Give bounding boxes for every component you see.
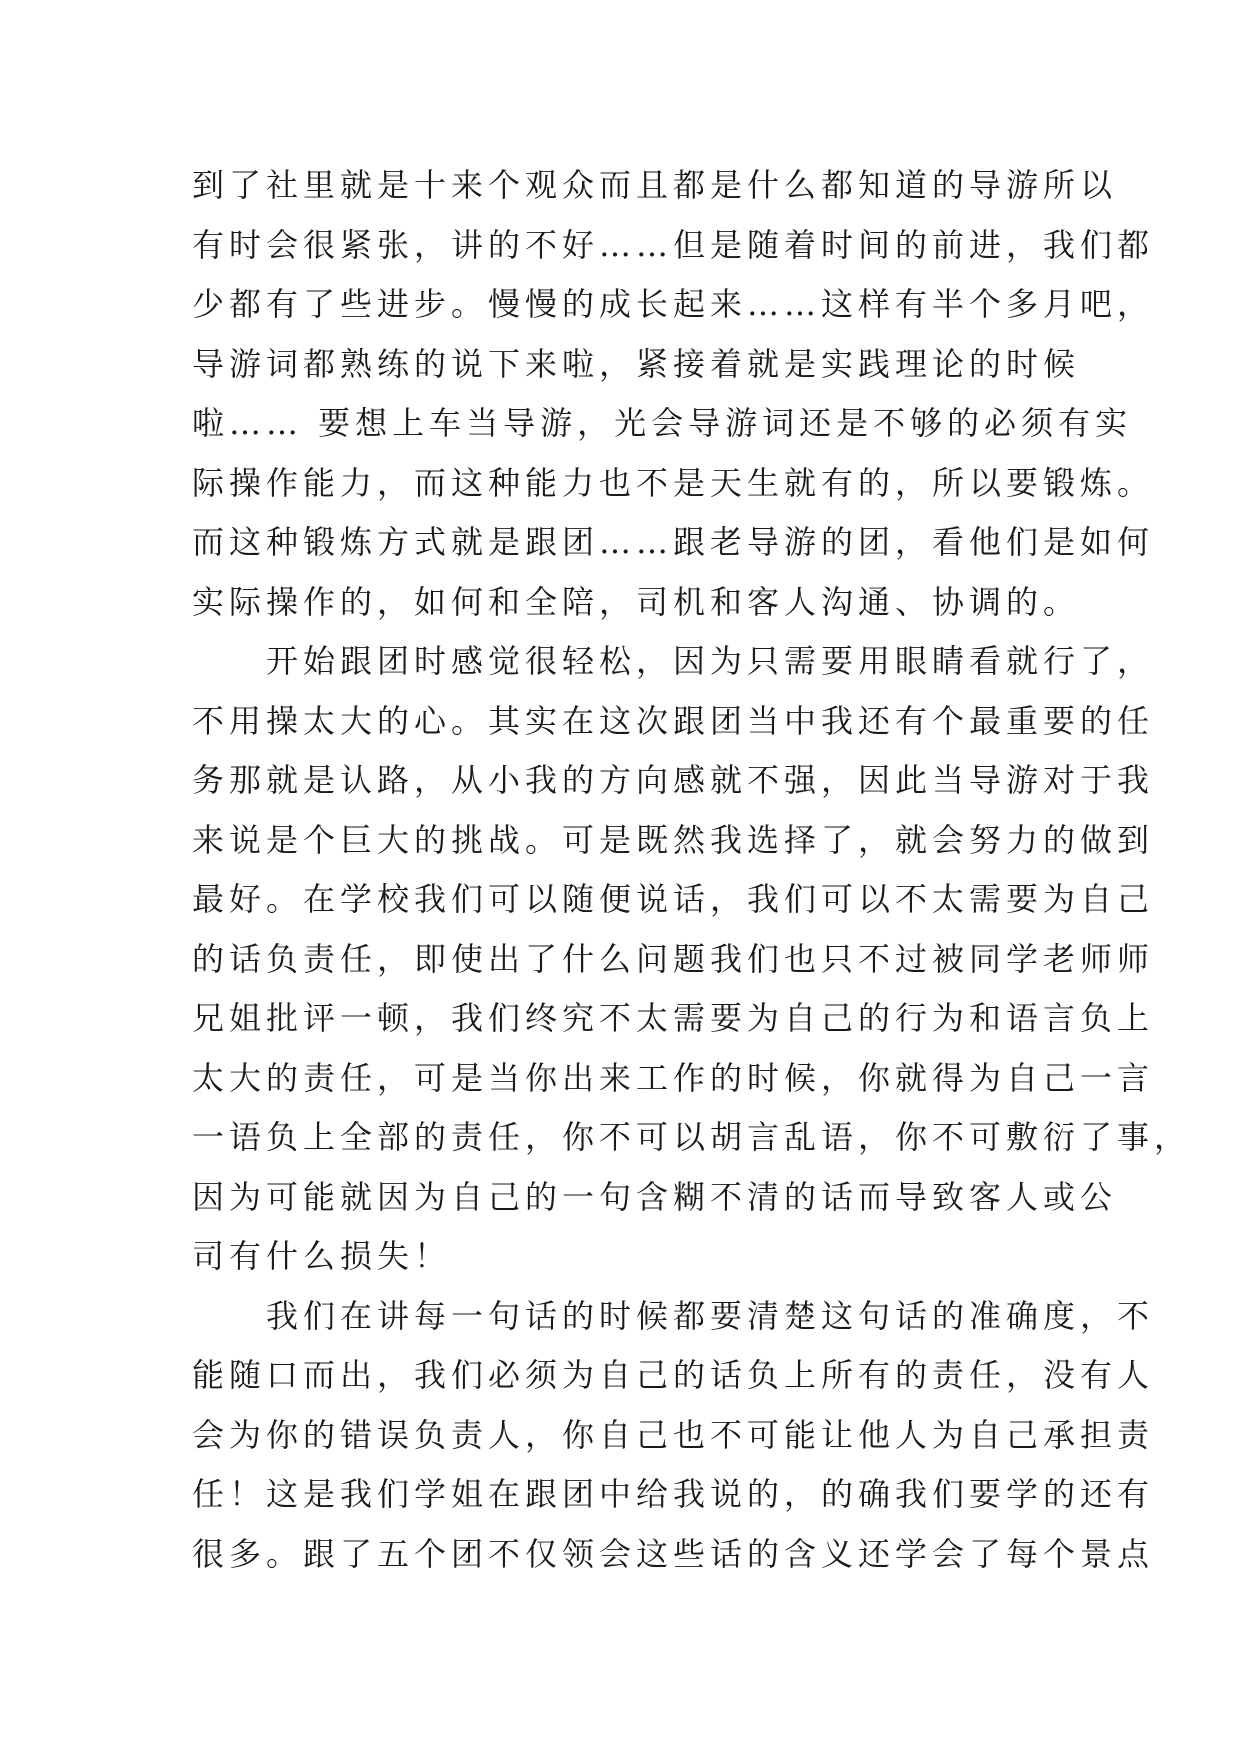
text-line: 一语负上全部的责任，你不可以胡言乱语，你不可敷衍了事， [192,1118,1192,1156]
text-line: 导游词都熟练的说下来啦，紧接着就是实践理论的时候 [192,344,1081,383]
text-line: 会为你的错误负责人，你自己也不可能让他人为自己承担责 [192,1415,1155,1454]
text-line: 而这种锻炼方式就是跟团……跟老导游的团，看他们是如何 [192,523,1155,561]
text-line: 少都有了些进步。慢慢的成长起来……这样有半个多月吧， [192,285,1155,323]
text-line: 的话负责任，即使出了什么问题我们也只不过被同学老师师 [192,939,1155,978]
text-line: 能随口而出，我们必须为自己的话负上所有的责任，没有人 [192,1356,1155,1394]
text-line: 不用操太大的心。其实在这次跟团当中我还有个最重要的任 [192,701,1155,740]
text-line: 来说是个巨大的挑战。可是既然我选择了，就会努力的做到 [192,820,1155,859]
text-line: 兄姐批评一顿，我们终究不太需要为自己的行为和语言负上 [192,999,1155,1037]
document-body [192,156,1192,1584]
text-line: 啦…… 要想上车当导游，光会导游词还是不够的必须有实 [192,404,1133,442]
text-line: 有时会很紧张，讲的不好……但是随着时间的前进，我们都 [192,225,1155,264]
text-line: 际操作能力，而这种能力也不是天生就有的，所以要锻炼。 [192,463,1155,502]
text-line: 太大的责任，可是当你出来工作的时候，你就得为自己一言 [192,1058,1155,1097]
text-line: 很多。跟了五个团不仅领会这些话的含义还学会了每个景点 [192,1534,1155,1573]
text-line: 因为可能就因为自己的一句含糊不清的话而导致客人或公 [192,1177,1118,1216]
text-line: 任！这是我们学姐在跟团中给我说的，的确我们要学的还有 [192,1475,1155,1513]
text-line: 务那就是认路，从小我的方向感就不强，因此当导游对于我 [192,761,1155,799]
text-line: 司有什么损失！ [192,1237,452,1275]
text-line: 到了社里就是十来个观众而且都是什么都知道的导游所以 [192,166,1118,204]
text-line: 实际操作的，如何和全陪，司机和客人沟通、协调的。 [192,582,1081,621]
paragraph-start-line: 开始跟团时感觉很轻松，因为只需要用眼睛看就行了， [266,642,1155,680]
paragraph-start-line: 我们在讲每一句话的时候都要清楚这句话的准确度，不 [266,1296,1155,1335]
text-line: 最好。在学校我们可以随便说话，我们可以不太需要为自己 [192,880,1155,918]
